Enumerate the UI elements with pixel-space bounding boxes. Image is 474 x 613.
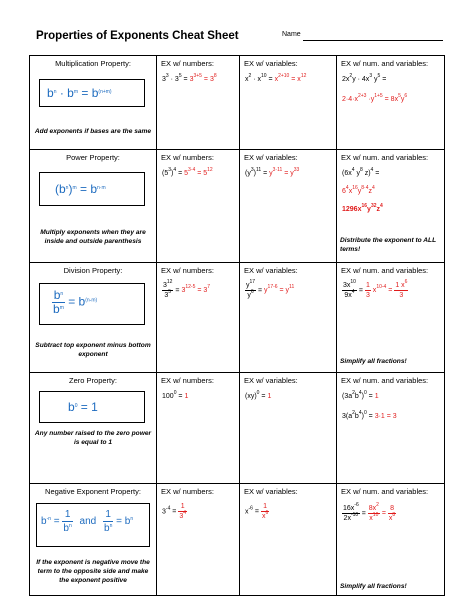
rule-text: =: [113, 516, 125, 528]
rule-text: b: [53, 302, 60, 316]
ex-exp: 3: [165, 73, 169, 79]
ex-text: 1: [267, 393, 272, 400]
power-note: Multiply exponents when they are inside and outside parenthesis: [40, 229, 146, 245]
zero-numvar-cell: [337, 373, 445, 484]
zero-header: Zero Property:: [69, 376, 117, 385]
multiplication-numbers-example: [162, 73, 217, 83]
ex-exp: 16: [361, 203, 368, 209]
table-row: [30, 56, 445, 150]
ex-exp: 4: [345, 185, 349, 191]
rule-text: 1: [103, 508, 113, 522]
ex-exp: 10: [350, 279, 356, 285]
numbers-header: EX w/ numbers:: [161, 376, 214, 385]
ex-exp: 11: [289, 284, 295, 291]
ex-exp: 2+10: [278, 73, 290, 79]
ex-exp: 4: [173, 167, 177, 173]
ex-exp: 17-6: [267, 284, 278, 291]
ex-text: x: [401, 282, 405, 289]
ex-text: = 5: [195, 170, 208, 177]
ex-text: =: [176, 170, 185, 177]
ex-exp: 4: [183, 510, 187, 516]
division-numvar-note: Simplify all fractions!: [340, 358, 407, 365]
power-numvar-answer: [342, 203, 383, 213]
ex-text: ): [361, 393, 364, 400]
ex-text: z: [376, 206, 380, 213]
ex-text: b: [354, 413, 359, 420]
rule-text: b: [68, 400, 75, 414]
ex-exp: -4: [165, 505, 171, 512]
power-numvar-cell: [337, 150, 445, 263]
multiplication-header: Multiplication Property:: [55, 59, 131, 68]
rule-text: ): [68, 182, 73, 196]
negative-numbers-example: [162, 502, 187, 521]
multiplication-numvar-answer: [342, 93, 408, 103]
ex-text: 1: [395, 282, 400, 289]
name-input-line[interactable]: [303, 40, 443, 41]
ex-exp: 3+5: [193, 73, 202, 79]
ex-text: 3: [181, 287, 186, 295]
ex-exp: 12: [207, 167, 213, 173]
ex-text: ): [171, 170, 174, 177]
ex-exp: 6: [265, 510, 269, 516]
division-rule-cell: [30, 263, 157, 373]
ex-exp: 4: [358, 410, 362, 416]
ex-exp: 2: [349, 73, 353, 79]
ex-text: 3: [399, 292, 404, 299]
ex-exp: 3·4: [188, 167, 196, 173]
properties-table: [29, 55, 445, 596]
numbers-header: EX w/ numbers:: [161, 487, 214, 496]
multiplication-rule-cell: [30, 56, 157, 150]
ex-text: =: [373, 170, 380, 177]
division-numvar-example: [342, 281, 408, 300]
ex-text: = y: [282, 170, 294, 177]
ex-text: 3: [164, 292, 169, 299]
zero-numbers-cell: [157, 373, 240, 484]
ex-exp: 2+3: [357, 93, 367, 99]
multiplication-variables-example: [245, 73, 307, 83]
ex-exp: 1+5: [374, 93, 383, 99]
rule-exp: m: [59, 305, 64, 311]
ex-text: 2x: [342, 76, 350, 83]
ex-text: (6x: [342, 170, 352, 177]
rule-text: b: [91, 86, 99, 100]
ex-text: =: [170, 508, 179, 516]
power-rule: [55, 182, 106, 196]
negative-numvar-example: [342, 504, 396, 523]
division-numbers-cell: [157, 263, 240, 373]
zero-variables-cell: [240, 373, 337, 484]
ex-text: z): [362, 170, 371, 177]
ex-exp: 0: [173, 390, 177, 396]
rule-text: 1: [62, 508, 72, 522]
ex-text: 5: [184, 170, 189, 177]
ex-text: 8: [388, 504, 396, 514]
ex-text: =: [173, 287, 182, 295]
ex-exp: 4: [351, 167, 355, 173]
ex-text: y: [372, 76, 378, 83]
ex-exp: 10: [372, 512, 379, 518]
ex-exp: 0: [256, 390, 260, 396]
zero-numbers-example: [162, 390, 189, 400]
rule-text: b: [53, 288, 61, 302]
ex-text: 2x: [343, 515, 351, 522]
ex-exp: 11: [255, 167, 262, 173]
ex-text: x: [348, 188, 353, 195]
ex-text: x: [369, 515, 373, 522]
variables-header: EX w/ variables:: [244, 266, 298, 275]
rule-exp: m: [72, 185, 77, 191]
ex-text: 1296x: [342, 206, 362, 213]
ex-text: (5: [162, 170, 169, 177]
negative-rule-cell: [30, 484, 157, 596]
ex-text: y: [264, 287, 268, 295]
ex-text: =: [366, 413, 375, 420]
ex-exp: 4: [370, 167, 374, 173]
multiplication-rule-box: [39, 79, 145, 107]
variables-header: EX w/ variables:: [244, 376, 298, 385]
ex-text: 1: [261, 502, 269, 512]
division-numvar-cell: [337, 263, 445, 373]
multiplication-rule: [47, 86, 112, 100]
ex-text: 3: [179, 513, 184, 520]
ex-text: x: [274, 76, 279, 83]
rule-text: b: [104, 523, 110, 534]
ex-text: x: [245, 508, 249, 516]
ex-exp: 8: [213, 73, 217, 79]
negative-variables-cell: [240, 484, 337, 596]
ex-exp: 4: [371, 185, 375, 191]
ex-text: x: [261, 513, 266, 520]
ex-text: 3: [163, 282, 167, 289]
ex-exp: 17: [249, 279, 256, 285]
variables-header: EX w/ variables:: [244, 153, 298, 162]
ex-text: =: [252, 508, 261, 516]
ex-text: =: [266, 76, 275, 83]
multiplication-numvar-example: [342, 73, 387, 83]
numvar-header: EX w/ num. and variables:: [341, 376, 429, 385]
numvar-header: EX w/ num. and variables:: [341, 153, 429, 162]
ex-text: = 3: [201, 76, 214, 83]
numvar-header: EX w/ num. and variables:: [341, 266, 429, 275]
ex-text: x: [245, 76, 249, 83]
ex-exp: 4: [351, 289, 355, 295]
negative-header: Negative Exponent Property:: [45, 487, 141, 496]
rule-exp: n: [53, 89, 57, 95]
rule-text: (b: [55, 182, 66, 196]
ex-text: =: [356, 287, 365, 295]
rule-text: =: [64, 294, 79, 309]
ex-text: 6: [342, 188, 346, 195]
ex-text: y: [400, 96, 405, 103]
ex-text: 3: [162, 76, 166, 83]
multiplication-note: Add exponents if bases are the same: [34, 128, 152, 135]
ex-exp: 12: [300, 73, 307, 79]
ex-exp: 0: [363, 410, 367, 416]
ex-text: = 8x: [382, 96, 399, 103]
ex-exp: 12: [166, 279, 173, 285]
rule-text: = 1: [77, 400, 98, 414]
rule-exp: n·m: [97, 185, 106, 191]
ex-exp: 2: [376, 502, 379, 508]
ex-exp: 5: [377, 73, 381, 79]
ex-text: = 3: [195, 287, 208, 295]
ex-exp: 10: [261, 73, 267, 79]
ex-text: 3: [365, 292, 370, 299]
power-numbers-example: [162, 167, 213, 177]
rule-text: =: [76, 182, 91, 196]
zero-rule: [68, 400, 98, 414]
rule-exp: n: [130, 516, 134, 523]
ex-exp: 3: [369, 73, 373, 79]
ex-text: =: [380, 76, 387, 83]
ex-exp: -6: [354, 502, 359, 508]
table-row: [30, 373, 445, 484]
ex-text: x: [388, 515, 393, 522]
ex-exp: 4: [380, 203, 383, 209]
rule-exp: n: [60, 291, 64, 297]
division-variables-example: [245, 281, 294, 300]
rule-exp: m: [73, 89, 79, 95]
table-row: [30, 150, 445, 263]
ex-exp: 3: [168, 167, 172, 173]
table-row: [30, 484, 445, 596]
rule-text: =: [51, 516, 63, 528]
rule-exp: (n+m): [98, 89, 112, 95]
ex-text: =: [386, 287, 395, 295]
ex-text: x: [370, 287, 377, 295]
division-note: Subtract top exponent minus bottom exponent: [35, 342, 151, 358]
power-variables-cell: [240, 150, 337, 263]
ex-text: (xy): [245, 393, 257, 400]
negative-numvar-note: Simplify all fractions!: [340, 583, 407, 590]
ex-exp: -10: [350, 512, 359, 518]
ex-text: 3: [162, 508, 166, 516]
ex-exp: 2: [248, 73, 252, 79]
rule-exp: -n: [46, 516, 52, 523]
ex-exp: 16: [352, 185, 358, 191]
ex-text: ): [361, 413, 364, 420]
ex-text: y: [269, 170, 273, 177]
ex-exp: 8: [359, 167, 363, 173]
rule-text: b: [90, 182, 97, 196]
rule-text: =: [81, 86, 89, 100]
multiplication-variables-cell: [240, 56, 337, 150]
numbers-header: EX w/ numbers:: [161, 153, 214, 162]
division-variables-cell: [240, 263, 337, 373]
ex-exp: 7: [207, 284, 211, 291]
ex-exp: -6: [248, 505, 253, 512]
negative-note: If the exponent is negative move the term to the opposite side and make the exponent positive: [36, 559, 150, 584]
ex-exp: 5: [398, 93, 401, 99]
rule-text: b: [78, 294, 86, 309]
division-rule: [52, 289, 97, 316]
ex-exp: 6: [404, 93, 408, 99]
numbers-header: EX w/ numbers:: [161, 266, 214, 275]
rule-exp: n: [68, 523, 72, 529]
ex-text: =: [366, 393, 375, 400]
ex-text: (3a: [342, 393, 353, 400]
multiplication-numbers-cell: [157, 56, 240, 150]
ex-text: 9x: [344, 292, 352, 299]
power-numvar-note: Distribute the exponent to ALL terms!: [340, 237, 436, 253]
ex-text: 1: [184, 393, 189, 400]
division-rule-box: [39, 283, 145, 325]
page-title: Properties of Exponents Cheat Sheet: [36, 30, 239, 42]
rule-text: b: [63, 523, 69, 534]
numvar-header: EX w/ num. and variables:: [341, 59, 429, 68]
rule-text: b: [41, 516, 47, 528]
ex-text: (y: [245, 170, 251, 177]
ex-text: =: [379, 510, 388, 518]
power-numbers-cell: [157, 150, 240, 263]
power-numvar-example: [342, 167, 380, 177]
ex-text: · 3: [168, 76, 179, 83]
zero-numvar-example: [342, 390, 379, 400]
ex-exp: 8·4: [361, 185, 369, 191]
ex-text: 2·4·x: [342, 96, 358, 103]
ex-exp: 4: [358, 390, 362, 396]
ex-text: = x: [289, 76, 301, 83]
zero-rule-box: [39, 391, 145, 423]
division-numbers-example: [162, 281, 210, 300]
negative-rule: [41, 508, 133, 535]
rule-text: b: [47, 86, 54, 100]
ex-exp: 33: [293, 167, 300, 173]
rule-exp: n: [109, 523, 113, 529]
ex-text: z: [368, 188, 372, 195]
ex-text: =: [261, 170, 270, 177]
ex-text: y: [247, 292, 251, 299]
ex-exp: 8: [392, 512, 396, 518]
ex-exp: 32: [370, 203, 377, 209]
ex-exp: 0: [363, 390, 367, 396]
multiplication-numvar-cell: [337, 56, 445, 150]
ex-text: 1: [178, 502, 187, 512]
ex-text: 3·1 = 3: [374, 413, 397, 420]
ex-exp: 6: [404, 279, 408, 285]
rule-exp: (n-m): [85, 297, 98, 304]
ex-exp: 12-5: [185, 284, 196, 291]
ex-exp: 5: [178, 73, 182, 79]
ex-text: y: [246, 282, 250, 289]
ex-text: 16x: [343, 505, 355, 512]
ex-text: 3x: [343, 282, 351, 289]
ex-text: 8x: [368, 505, 377, 512]
rule-text: ·: [59, 86, 64, 100]
ex-text: =: [259, 393, 268, 400]
ex-text: = y: [277, 287, 290, 295]
power-numvar-step: [342, 185, 375, 195]
rule-exp: 0: [74, 403, 78, 409]
power-header: Power Property:: [66, 153, 120, 162]
power-rule-cell: [30, 150, 157, 263]
ex-text: y: [354, 170, 360, 177]
division-header: Division Property:: [63, 266, 123, 275]
ex-exp: 2: [352, 390, 355, 396]
ex-text: b: [354, 393, 359, 400]
ex-text: y: [357, 188, 362, 195]
rule-text: b: [67, 86, 74, 100]
variables-header: EX w/ variables:: [244, 59, 298, 68]
ex-text: 1: [374, 393, 379, 400]
ex-text: =: [359, 510, 368, 518]
zero-variables-example: [245, 390, 272, 400]
ex-exp: 10-4: [376, 284, 387, 291]
zero-note: Any number raised to the zero power is equal to 1: [34, 430, 152, 446]
negative-rule-box: [36, 503, 150, 547]
negative-numvar-cell: [337, 484, 445, 596]
ex-text: 3: [189, 76, 194, 83]
rule-exp: n: [65, 185, 69, 191]
name-label: Name: [282, 31, 301, 38]
ex-text: 3(a: [342, 413, 353, 420]
ex-exp: 6: [250, 289, 254, 295]
variables-header: EX w/ variables:: [244, 487, 298, 496]
numvar-header: EX w/ num. and variables:: [341, 487, 429, 496]
ex-text: =: [181, 76, 190, 83]
ex-exp: 3: [250, 167, 254, 173]
ex-text: y: [367, 206, 371, 213]
ex-exp: 2: [352, 410, 355, 416]
power-rule-box: [39, 172, 145, 206]
numbers-header: EX w/ numbers:: [161, 59, 214, 68]
ex-text: 100: [162, 393, 174, 400]
ex-text: ): [253, 170, 256, 177]
negative-variables-example: [245, 502, 269, 521]
zero-rule-cell: [30, 373, 157, 484]
ex-text: · x: [251, 76, 262, 83]
ex-text: =: [176, 393, 185, 400]
ex-text: 1: [365, 282, 370, 289]
rule-text: b: [124, 516, 131, 528]
ex-text: ·y: [366, 96, 375, 103]
rule-and: and: [79, 516, 97, 528]
ex-exp: 3·11: [272, 167, 283, 173]
ex-exp: 5: [168, 289, 172, 295]
power-variables-example: [245, 167, 300, 177]
ex-text: =: [256, 287, 265, 295]
ex-text: y · 4x: [352, 76, 370, 83]
negative-numbers-cell: [157, 484, 240, 596]
zero-numvar-example-2: [342, 410, 397, 420]
table-row: [30, 263, 445, 373]
